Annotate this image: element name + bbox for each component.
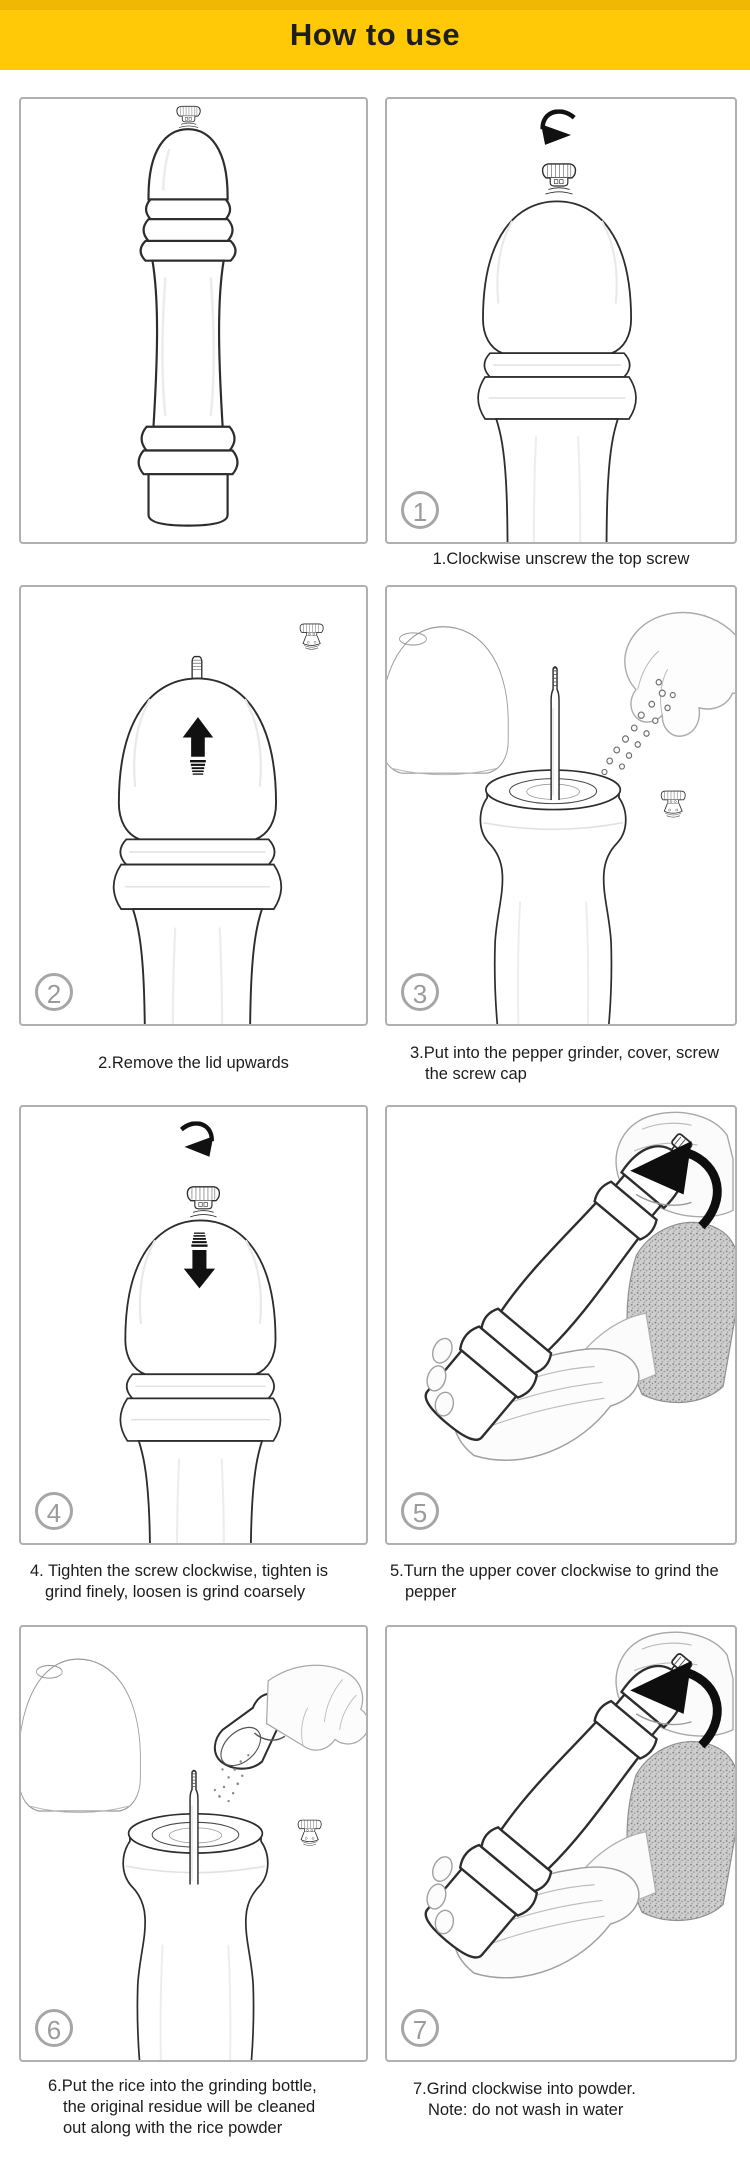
caption-step-6 (48, 2076, 317, 2139)
grinder-body-icon (480, 770, 625, 1024)
grinder-head-icon (478, 201, 636, 542)
caption-line: 7.Grind clockwise into powder. (413, 2080, 636, 2098)
clockwise-arrow-icon (541, 111, 574, 144)
step-number-badge: 7 (401, 2009, 439, 2047)
step-panel-5 (385, 1105, 737, 1545)
caption-step-4 (30, 1561, 328, 1603)
grinding-hands-illustration (387, 1627, 735, 2060)
caption-step-3 (410, 1043, 719, 1085)
center-shaft-icon (551, 667, 559, 800)
caption-step-2 (19, 1053, 368, 1074)
step-number-badge: 6 (35, 2009, 73, 2047)
step-panel-6 (19, 1625, 368, 2062)
screw-cap-icon (298, 1820, 321, 1845)
step-number-badge: 3 (401, 973, 439, 1011)
lid-outline-icon (387, 627, 508, 775)
step-panel-7 (385, 1625, 737, 2062)
tighten-screw-illustration (21, 1107, 366, 1543)
step-number-badge: 1 (401, 491, 439, 529)
lid-outline-icon (21, 1659, 140, 1812)
caption-line: Note: do not wash in water (428, 2101, 624, 2119)
caption-line: pepper (405, 1583, 457, 1601)
unscrew-top-illustration (387, 99, 735, 542)
clockwise-arrow-icon (181, 1123, 213, 1156)
screw-cap-icon (300, 624, 323, 649)
step-panel-1 (385, 97, 737, 544)
step-number-badge: 5 (401, 1492, 439, 1530)
grinding-hands-illustration (387, 1107, 735, 1543)
grinder-knob-icon (187, 1187, 219, 1217)
step-panel-intro (19, 97, 368, 544)
screw-cap-icon (661, 791, 685, 817)
caption-line: the original residue will be cleaned (63, 2098, 316, 2116)
hand-pouring-rice-icon (214, 1665, 366, 1802)
fill-grinder-illustration (387, 587, 735, 1024)
grinder-knob-icon (177, 106, 200, 127)
caption-line: 5.Turn the upper cover clockwise to grind the (390, 1562, 719, 1580)
caption-line: 4. Tighten the screw clockwise, tighten is (30, 1562, 329, 1580)
step-number-badge: 2 (35, 973, 73, 1011)
pour-rice-illustration (21, 1627, 366, 2060)
header-banner (0, 0, 750, 70)
caption-line: 3.Put into the pepper grinder, cover, screw (410, 1044, 720, 1062)
caption-line: 1.Clockwise unscrew the top screw (432, 550, 690, 568)
grinder-knob-icon (543, 164, 576, 194)
caption-step-5 (390, 1561, 719, 1603)
hand-pouring-peppercorns-icon (602, 613, 735, 775)
page-title: How to use (289, 17, 461, 52)
step-panel-2 (19, 585, 368, 1026)
center-shaft-icon (190, 1771, 198, 1885)
caption-line: grind finely, loosen is grind coarsely (45, 1583, 306, 1601)
counter-curve-wrap (181, 1123, 213, 1156)
caption-step-1 (385, 549, 737, 570)
step-number-badge: 4 (35, 1492, 73, 1530)
step-panel-4 (19, 1105, 368, 1545)
grinder-illustration (21, 99, 366, 542)
caption-line: 2.Remove the lid upwards (98, 1054, 289, 1072)
remove-lid-illustration (21, 587, 366, 1024)
caption-line: 6.Put the rice into the grinding bottle, (48, 2077, 317, 2095)
caption-line: out along with the rice powder (63, 2119, 283, 2137)
step-panel-3 (385, 585, 737, 1026)
caption-step-7 (413, 2079, 636, 2121)
caption-line: the screw cap (425, 1065, 527, 1083)
